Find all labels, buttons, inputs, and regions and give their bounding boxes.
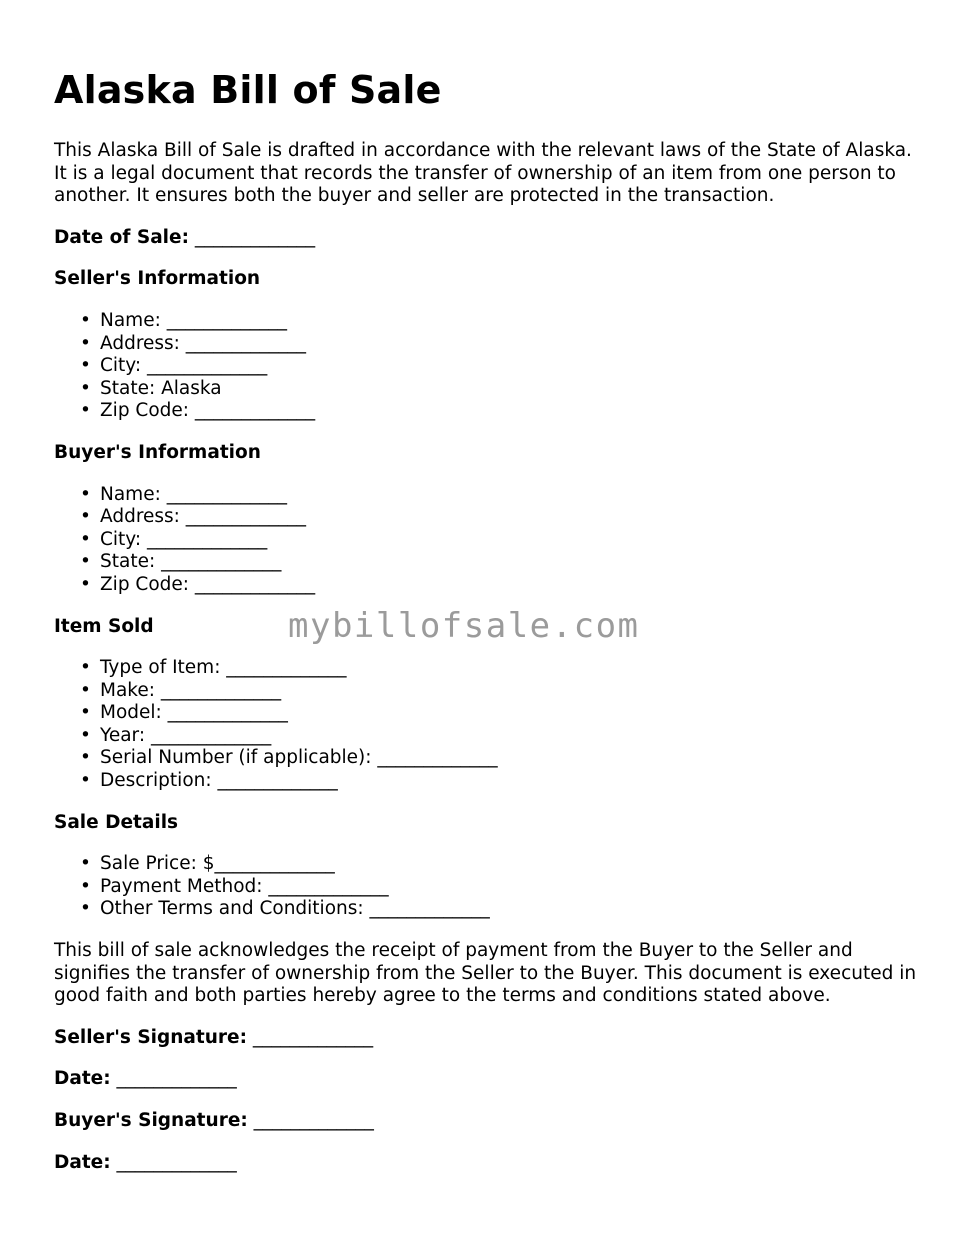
- watermark-text: mybillofsale.com: [288, 606, 640, 646]
- intro-paragraph: This Alaska Bill of Sale is drafted in accordance with the relevant laws of the State of Alaska. It is a legal document that records the transfer of ownership of an item from one person to another. It ensures both the buyer and seller are protected in the transaction.: [54, 140, 912, 207]
- buyer-name-field: • Name: _____________: [100, 484, 924, 507]
- item-type-field: • Type of Item: _____________: [100, 657, 924, 680]
- seller-signature-line: [54, 1027, 924, 1050]
- seller-date-blank: _____________: [116, 1068, 237, 1090]
- buyer-state-field: • State: _____________: [100, 551, 924, 574]
- sale-price-field: • Sale Price: $_____________: [100, 853, 924, 876]
- seller-date-label: Date:: [54, 1068, 111, 1090]
- date-of-sale-blank: _____________: [194, 226, 316, 248]
- seller-heading: Seller's Information: [54, 268, 261, 290]
- buyer-date-label: Date:: [54, 1151, 111, 1173]
- buyer-address-field: • Address: _____________: [100, 506, 924, 529]
- item-heading: Item Sold: [54, 615, 154, 637]
- acknowledgement-paragraph: This bill of sale acknowledges the receipt of payment from the Buyer to the Seller and signifies the transfer of ownership from the Seller to the Buyer. This document is executed in good faith and both parties hereby agree to the terms and conditions stated above.: [54, 940, 917, 1007]
- seller-city-field: • City: _____________: [100, 355, 924, 378]
- buyer-fields-list: [54, 484, 924, 597]
- seller-address-field: • Address: _____________: [100, 333, 924, 356]
- buyer-city-field: • City: _____________: [100, 529, 924, 552]
- buyer-signature-line: [54, 1110, 924, 1133]
- buyer-zip-field: • Zip Code: _____________: [100, 574, 924, 597]
- seller-signature-label: Seller's Signature:: [54, 1026, 247, 1048]
- seller-state-field: • State: Alaska: [100, 378, 924, 401]
- other-terms-field: • Other Terms and Conditions: _____________: [100, 898, 924, 921]
- item-year-field: • Year: _____________: [100, 725, 924, 748]
- seller-zip-field: • Zip Code: _____________: [100, 400, 924, 423]
- seller-signature-blank: _____________: [252, 1026, 374, 1048]
- item-serial-field: • Serial Number (if applicable): _____________: [100, 747, 924, 770]
- buyer-signature-label: Buyer's Signature:: [54, 1110, 248, 1131]
- seller-date-line: [54, 1068, 924, 1091]
- document-title: Alaska Bill of Sale: [54, 68, 442, 112]
- payment-method-field: • Payment Method: _____________: [100, 876, 924, 899]
- item-fields-list: [54, 657, 924, 793]
- seller-fields-list: [54, 310, 924, 423]
- buyer-heading: Buyer's Information: [54, 441, 261, 463]
- buyer-date-line: [54, 1152, 924, 1175]
- sale-heading: Sale Details: [54, 811, 179, 833]
- date-of-sale-label: Date of Sale:: [54, 226, 189, 248]
- item-make-field: • Make: _____________: [100, 680, 924, 703]
- buyer-date-blank: _____________: [116, 1151, 237, 1173]
- date-of-sale: [54, 227, 924, 250]
- item-description-field: • Description: _____________: [100, 770, 924, 793]
- item-model-field: • Model: _____________: [100, 702, 924, 725]
- buyer-signature-blank: _____________: [253, 1110, 374, 1131]
- seller-name-field: • Name: _____________: [100, 310, 924, 333]
- sale-fields-list: [54, 853, 924, 921]
